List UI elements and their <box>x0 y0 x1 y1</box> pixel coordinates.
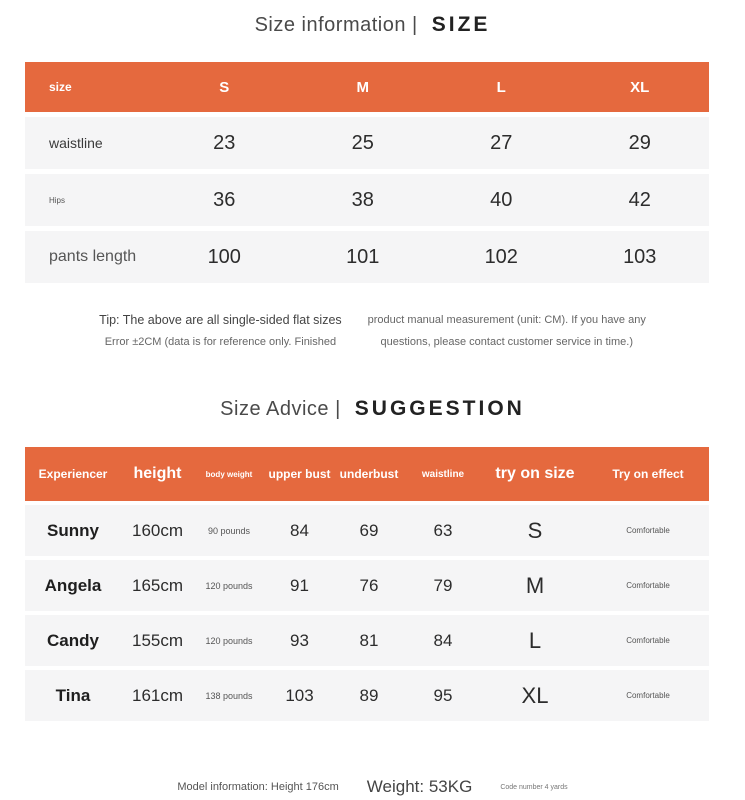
row-label: pants length <box>49 248 137 265</box>
advice-table <box>25 447 709 721</box>
advice-table-row <box>25 560 709 611</box>
experiencer-height: 161cm <box>131 685 184 705</box>
size-table-header-s: S <box>219 78 230 96</box>
waistline-value: 84 <box>433 630 453 650</box>
row-label: waistline <box>49 135 103 151</box>
advice-table-header <box>25 447 709 501</box>
cell-value: 40 <box>490 188 513 211</box>
size-table-header-l: L <box>496 78 506 96</box>
tip-line: product manual measurement (unit: CM). If you have any <box>367 314 646 326</box>
advice-header-try-on-size: try on size <box>495 465 575 482</box>
upper-bust-value: 84 <box>290 520 309 540</box>
advice-header-upper-bust: upper bust <box>268 467 331 481</box>
upper-bust-value: 91 <box>290 575 309 595</box>
size-information-title-label: Size information | <box>254 14 418 36</box>
tip-line: questions, please contact customer service in time.) <box>380 336 633 348</box>
cell-value: 100 <box>207 245 241 268</box>
advice-header-height: height <box>133 465 182 482</box>
cell-value: 38 <box>351 188 374 211</box>
cell-value: 36 <box>213 188 236 211</box>
experiencer-weight: 120 pounds <box>205 580 253 591</box>
tip-left-column <box>99 309 342 353</box>
experiencer-weight: 138 pounds <box>205 690 253 701</box>
model-code-text: Code number 4 yards <box>500 783 568 791</box>
advice-table-row <box>25 670 709 721</box>
try-on-size-value: XL <box>521 682 549 708</box>
upper-bust-value: 103 <box>285 685 314 705</box>
size-table-row-hips <box>25 174 709 226</box>
advice-table-row <box>25 615 709 666</box>
experiencer-height: 155cm <box>131 630 184 650</box>
cell-value: 101 <box>346 245 380 268</box>
underbust-value: 81 <box>359 630 379 650</box>
waistline-value: 63 <box>433 520 453 540</box>
size-information-title <box>0 0 745 37</box>
model-height-text: Model information: Height 176cm <box>177 781 339 793</box>
experiencer-height: 165cm <box>131 575 184 595</box>
experiencer-name: Sunny <box>47 520 99 540</box>
experiencer-height: 160cm <box>131 520 184 540</box>
advice-header-try-on-effect: Try on effect <box>612 467 684 481</box>
cell-value: 25 <box>351 131 374 154</box>
size-advice-title-label: Size Advice | <box>220 398 341 420</box>
cell-value: 103 <box>623 245 657 268</box>
experiencer-name: Angela <box>44 575 102 595</box>
advice-table-row <box>25 505 709 556</box>
try-on-effect-value: Comfortable <box>626 691 670 700</box>
try-on-effect-value: Comfortable <box>626 581 670 590</box>
waistline-value: 79 <box>433 575 453 595</box>
advice-header-body-weight: body weight <box>205 469 253 479</box>
try-on-size-value: M <box>525 572 545 598</box>
advice-header-waistline: waistline <box>421 468 465 480</box>
experiencer-weight: 120 pounds <box>205 635 253 646</box>
size-table-header-size: size <box>49 80 72 94</box>
size-table <box>25 62 709 283</box>
size-table-header <box>25 62 709 112</box>
measurement-tip <box>0 309 745 353</box>
underbust-value: 76 <box>359 575 379 595</box>
try-on-effect-value: Comfortable <box>626 526 670 535</box>
model-information <box>0 777 745 797</box>
cell-value: 27 <box>490 131 513 154</box>
model-weight-text: Weight: 53KG <box>366 777 473 796</box>
upper-bust-value: 93 <box>290 630 309 650</box>
experiencer-weight: 90 pounds <box>207 525 251 536</box>
size-advice-title <box>0 397 745 421</box>
experiencer-name: Candy <box>47 630 99 650</box>
try-on-effect-value: Comfortable <box>626 636 670 645</box>
size-table-header-xl: XL <box>630 78 650 96</box>
experiencer-name: Tina <box>55 685 91 705</box>
tip-line: Tip: The above are all single-sided flat sizes <box>99 313 342 327</box>
row-label: Hips <box>49 195 66 205</box>
underbust-value: 69 <box>359 520 379 540</box>
size-table-row-pants-length <box>25 231 709 283</box>
size-advice-title-en: SUGGESTION <box>354 397 525 420</box>
size-table-row-waistline <box>25 117 709 169</box>
tip-line: Error ±2CM (data is for reference only. Finished <box>104 336 337 348</box>
advice-header-underbust: underbust <box>339 467 399 481</box>
size-table-header-m: M <box>356 78 369 96</box>
cell-value: 23 <box>213 131 236 154</box>
cell-value: 102 <box>484 245 518 268</box>
cell-value: 29 <box>628 131 651 154</box>
cell-value: 42 <box>628 188 651 211</box>
underbust-value: 89 <box>359 685 379 705</box>
tip-right-column <box>368 309 646 353</box>
try-on-size-value: S <box>527 517 543 543</box>
waistline-value: 95 <box>433 685 453 705</box>
size-information-title-en: SIZE <box>431 13 491 36</box>
advice-header-experiencer: Experiencer <box>38 467 108 481</box>
try-on-size-value: L <box>528 627 542 653</box>
